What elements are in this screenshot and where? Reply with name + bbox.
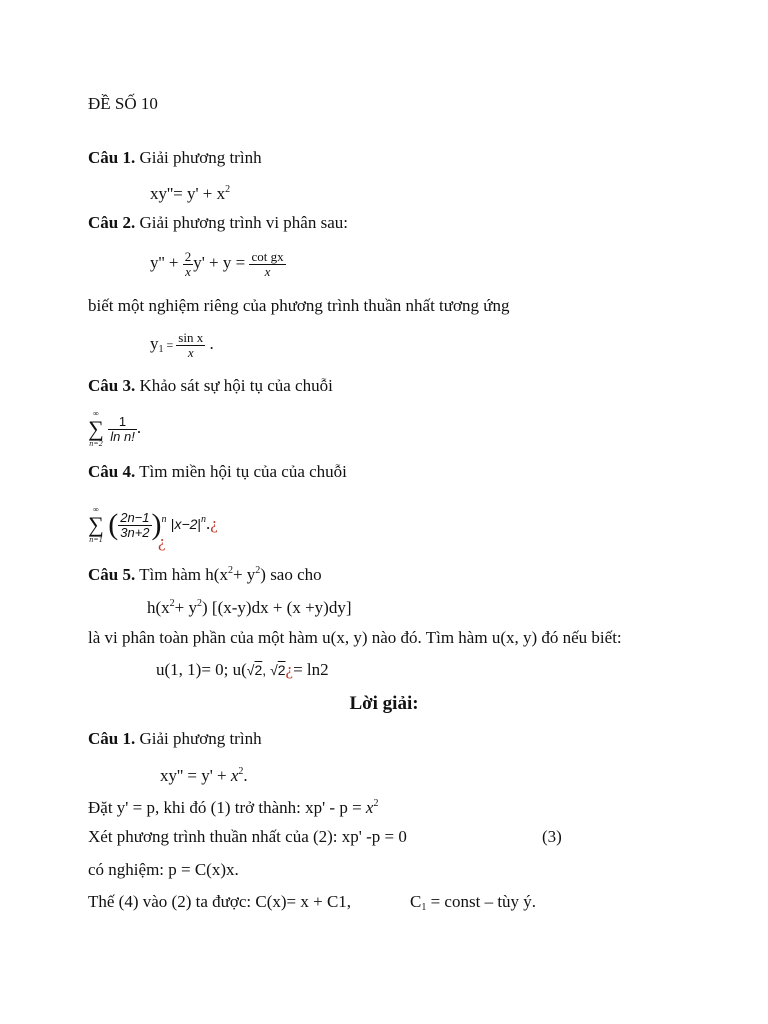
question-4 [88, 462, 347, 482]
question-1 [88, 148, 262, 168]
q4-f-num: 2n−1 [120, 509, 150, 525]
q1-exp: 2 [225, 184, 231, 195]
question-2-equation [150, 245, 286, 281]
q5-mark: ¿ [285, 660, 294, 679]
q5-eq-c: ) [(x-y)dx + (x +y)dy] [202, 598, 352, 617]
q5-sup-2: 2 [255, 565, 261, 576]
solution-step-4: Thế (4) vào (2) ta được: C(x)= x + C1, [88, 892, 352, 911]
q5-text-c: ) sao cho [260, 565, 322, 584]
q5-cond-a: u(1, 1)= 0; u( [156, 660, 247, 679]
question-5-conditions: u(1, 1)= 0; u(√2, √2¿= ln2 [156, 660, 329, 679]
q2-f2-num: cot gx [251, 248, 284, 264]
q4-sum-top: ∞ [93, 505, 99, 515]
q5-cond-end: = ln2 [293, 660, 329, 679]
sol-step4-b: C [410, 892, 422, 911]
q2-eq-a: y'' + [150, 253, 183, 272]
q5-eq-b: + y [174, 598, 198, 617]
q2-f2-den: x [264, 263, 271, 279]
sol-step1-x: x [365, 798, 374, 817]
q5-eq-a: h(x [147, 598, 170, 617]
solution-heading: Lời giải: [349, 693, 419, 714]
solution-equation [160, 762, 248, 786]
q4-abs: x−2 [174, 516, 198, 532]
sol-eq-exp: 2 [238, 766, 244, 777]
solution-label: Câu 1. [88, 729, 136, 748]
q2-f3-den: x [187, 344, 194, 360]
q5-root-2: 2 [277, 662, 286, 678]
q4-pow: n [161, 514, 167, 525]
q2-y1-sub: 1 [158, 344, 164, 355]
question-1-equation [150, 180, 230, 204]
sol-eq-x: x [230, 766, 239, 785]
question-5-label: Câu 5. [88, 565, 136, 584]
q5-text-b: + y [232, 565, 256, 584]
question-5-expression [147, 594, 351, 618]
solution-step-2-number: (3) [542, 827, 562, 846]
q4-end: . [206, 514, 211, 533]
q2-eq-b: y' + y = [193, 253, 250, 272]
q4-mark-2: ¿ [158, 532, 166, 551]
q5-sup-4: 2 [197, 598, 203, 609]
q1-eq: xy''= y' + x [150, 184, 226, 203]
solution-step-4-constant [410, 892, 536, 918]
q3-f-den: ln n! [110, 428, 135, 444]
q3-sum-top: ∞ [93, 409, 99, 419]
question-2-particular-solution [150, 326, 214, 368]
question-2-text2: biết một nghiệm riêng của phương trình thuần nhất tương ứng [88, 296, 510, 315]
solution-step-3: có nghiệm: p = C(x)x. [88, 860, 239, 879]
sol-step4-c: = const – tùy ý. [426, 892, 537, 911]
q3-fraction [108, 415, 137, 444]
question-3-text: Khảo sát sự hội tụ của chuỗi [135, 376, 333, 395]
q5-sup-1: 2 [227, 565, 233, 576]
sol-step4-sub: 1 [421, 902, 427, 913]
q5-root-1: 2 [254, 662, 263, 678]
q5-sup-3: 2 [169, 598, 175, 609]
q2-y1-eq: = [163, 338, 177, 352]
question-2 [88, 213, 348, 233]
q4-fraction [118, 511, 151, 540]
question-2-text: Giải phương trình vi phân sau: [135, 213, 348, 232]
question-5-text2: là vi phân toàn phần của một hàm u(x, y) nào đó. Tìm hàm u(x, y) đó nếu biết: [88, 628, 622, 647]
q3-f-num: 1 [108, 415, 137, 430]
sol-eq: xy'' = y' + [160, 766, 231, 785]
solution-question-1 [88, 729, 262, 749]
solution-step-1 [88, 794, 378, 818]
q4-mark: ¿ [210, 514, 218, 533]
q4-sum-symbol: ∞ ∑ n=1 [88, 505, 104, 545]
q3-end: . [136, 418, 142, 437]
q2-y1: y [150, 334, 159, 353]
q3-sum-symbol: ∞ ∑ n=2 [88, 409, 104, 449]
q2-f3-num: sin x [178, 329, 204, 345]
q2-f1-num: 2 [184, 248, 192, 264]
q4-f-den: 3n+2 [120, 524, 150, 540]
question-4-label: Câu 4. [88, 462, 136, 481]
q2-fraction-3 [176, 331, 205, 360]
q4-pow-2: n [201, 514, 207, 525]
question-3 [88, 376, 333, 396]
sol-step1-exp: 2 [373, 798, 379, 809]
solution-text: Giải phương trình [135, 729, 262, 748]
q3-sum-bot: n=2 [89, 439, 103, 449]
q2-y1-end: . [205, 334, 214, 353]
question-1-text: Giải phương trình [135, 148, 262, 167]
q5-text-a: Tìm hàm h(x [135, 565, 228, 584]
question-3-label: Câu 3. [88, 376, 136, 395]
question-4-series: ∞ ∑ n=1 ( $\frac{2n-1}{3n+2}$ )$^n$ $|x-2|^n.¿$ [88, 505, 218, 545]
document-title: ĐỀ SỐ 10 [88, 94, 158, 113]
sol-eq-end: . [243, 766, 248, 785]
q2-fraction-1 [183, 250, 194, 279]
question-3-series [88, 410, 141, 448]
question-2-label: Câu 2. [88, 213, 136, 232]
q2-fraction-2 [249, 250, 285, 279]
q5-sep: , [262, 662, 271, 678]
question-4-text: Tìm miền hội tụ của của chuỗi [135, 462, 347, 481]
question-5 [88, 561, 322, 585]
q2-f1-den: x [185, 263, 191, 279]
question-1-label: Câu 1. [88, 148, 136, 167]
q4-sum-bot: n=1 [89, 535, 103, 545]
solution-step-2: Xét phương trình thuần nhất của (2): xp' -p = 0 [88, 827, 407, 846]
sol-step1-a: Đặt y' = p, khi đó (1) trở thành: xp' - p = [88, 798, 366, 817]
